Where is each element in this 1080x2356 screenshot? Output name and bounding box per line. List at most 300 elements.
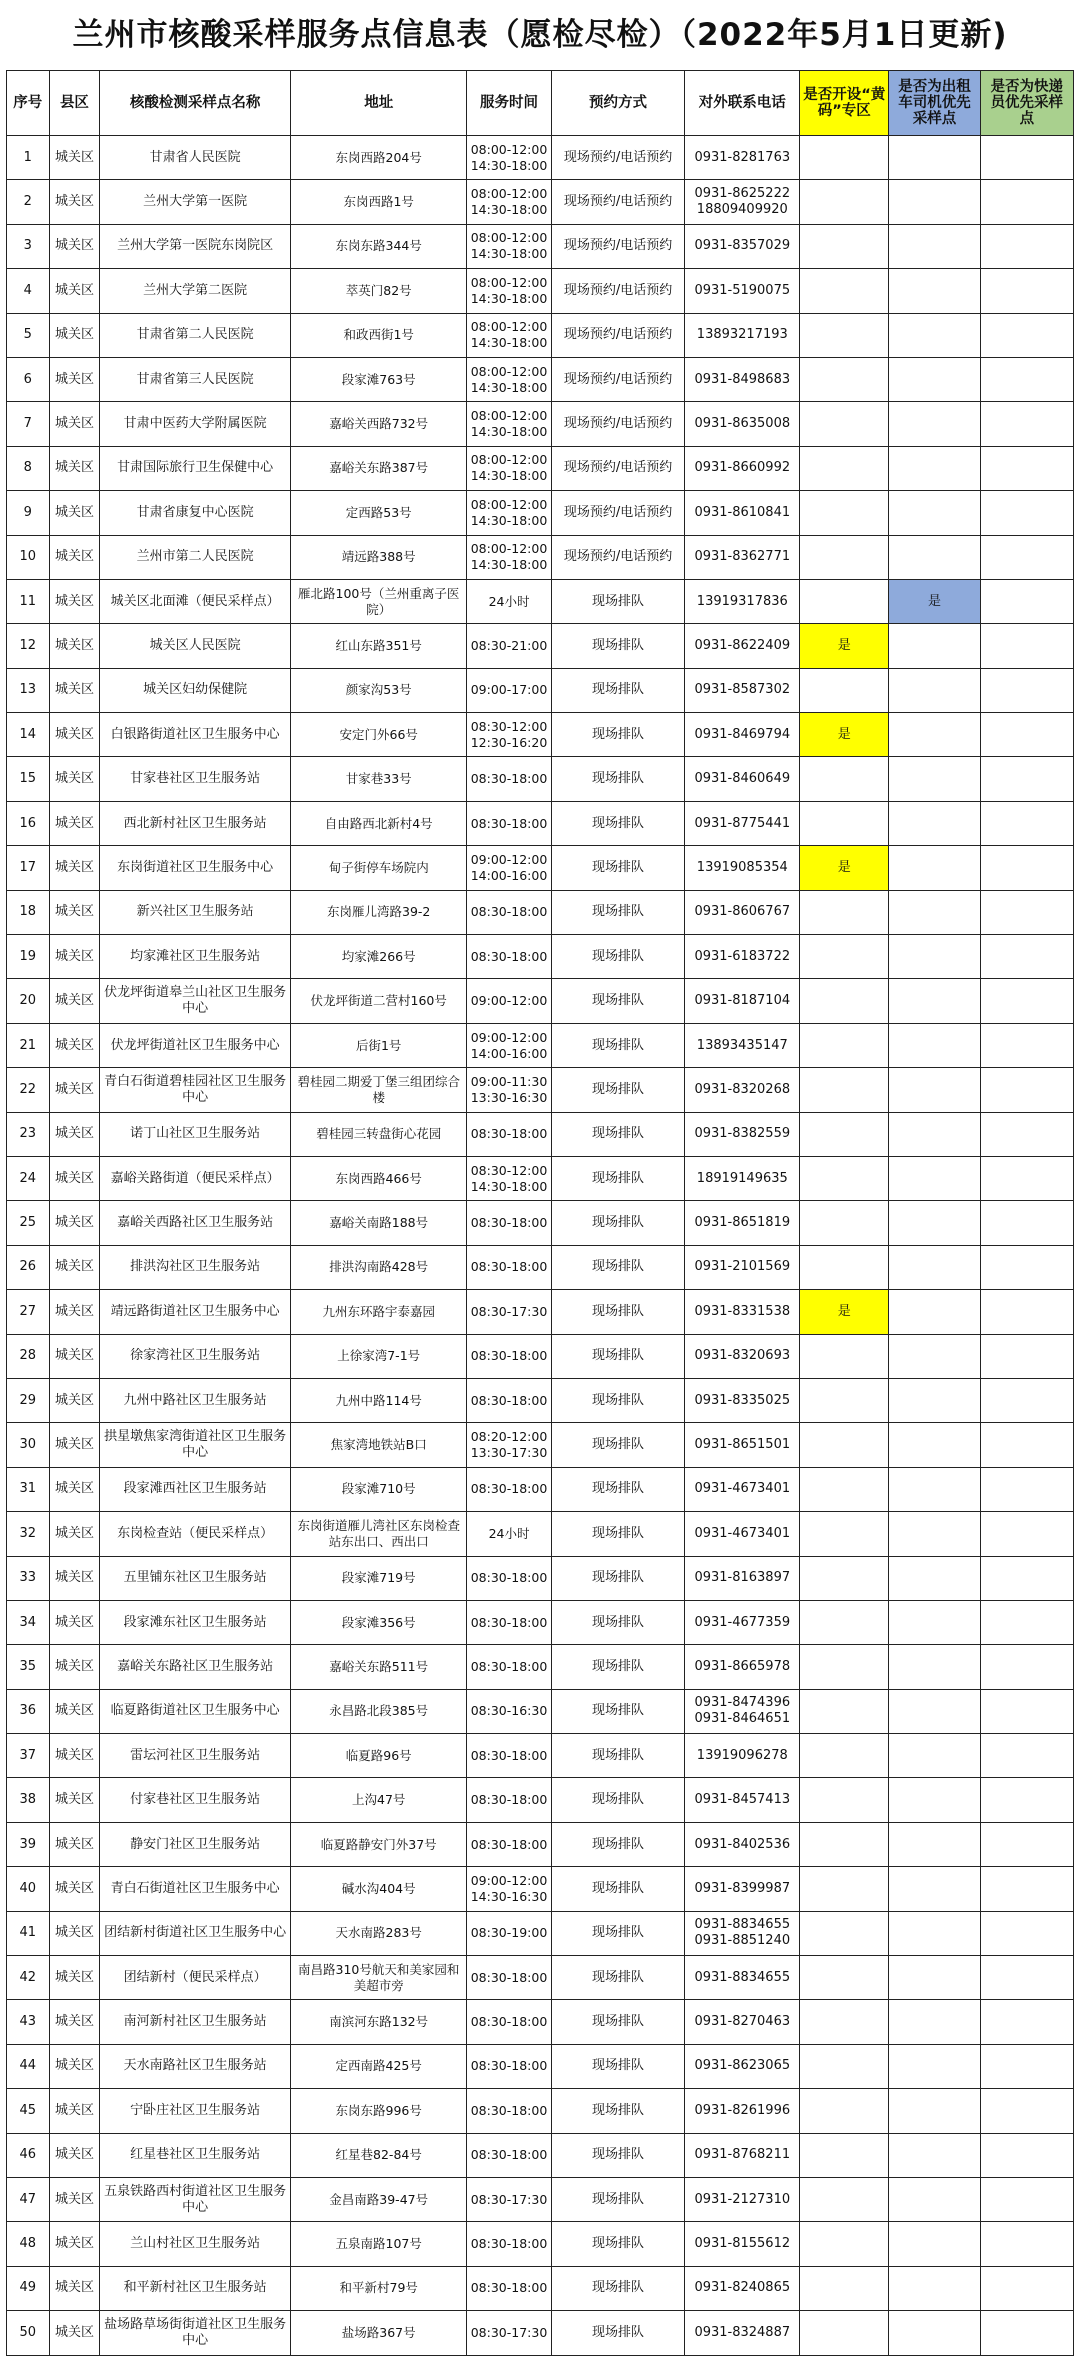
cell-phone: 0931-8320268	[685, 1068, 800, 1112]
cell-taxi-driver-priority	[889, 1334, 980, 1378]
cell-service-time: 08:30-18:00	[467, 2089, 551, 2133]
cell-district: 城关区	[49, 491, 100, 535]
cell-phone: 0931-8587302	[685, 668, 800, 712]
cell-courier-priority	[980, 1378, 1073, 1422]
cell-courier-priority	[980, 1778, 1073, 1822]
cell-yellow-code-zone	[800, 935, 889, 979]
table-row	[7, 1201, 1074, 1245]
table-row	[7, 2222, 1074, 2266]
cell-courier-priority	[980, 579, 1073, 623]
table-row	[7, 1645, 1074, 1689]
cell-phone: 0931-4677359	[685, 1600, 800, 1644]
table-row	[7, 1378, 1074, 1422]
table-row	[7, 1112, 1074, 1156]
cell-booking-method: 现场预约/电话预约	[551, 402, 685, 446]
cell-district: 城关区	[49, 1512, 100, 1556]
cell-address: 南昌路310号航天和美家园和美超市旁	[290, 1956, 466, 2000]
cell-booking-method: 现场排队	[551, 1911, 685, 1955]
cell-booking-method: 现场排队	[551, 1423, 685, 1467]
cell-booking-method: 现场排队	[551, 1956, 685, 2000]
cell-site-name: 诺丁山社区卫生服务站	[100, 1112, 291, 1156]
cell-site-name: 排洪沟社区卫生服务站	[100, 1245, 291, 1289]
cell-site-name: 临夏路街道社区卫生服务中心	[100, 1689, 291, 1733]
cell-taxi-driver-priority	[889, 313, 980, 357]
table-row	[7, 224, 1074, 268]
cell-booking-method: 现场预约/电话预约	[551, 180, 685, 224]
table-row	[7, 1512, 1074, 1556]
table-row	[7, 935, 1074, 979]
cell-index: 10	[7, 535, 50, 579]
cell-taxi-driver-priority	[889, 1378, 980, 1422]
table-row	[7, 1245, 1074, 1289]
cell-service-time: 08:30-19:00	[467, 1911, 551, 1955]
cell-booking-method: 现场排队	[551, 1023, 685, 1067]
cell-courier-priority	[980, 846, 1073, 890]
cell-booking-method: 现场排队	[551, 1290, 685, 1334]
cell-service-time: 08:00-12:00 14:30-18:00	[467, 491, 551, 535]
cell-courier-priority	[980, 1467, 1073, 1511]
cell-taxi-driver-priority	[889, 1245, 980, 1289]
cell-phone: 0931-8155612	[685, 2222, 800, 2266]
cell-taxi-driver-priority	[889, 2311, 980, 2355]
cell-district: 城关区	[49, 2089, 100, 2133]
cell-taxi-driver-priority	[889, 2177, 980, 2221]
cell-index: 3	[7, 224, 50, 268]
cell-service-time: 08:30-18:00	[467, 1467, 551, 1511]
cell-district: 城关区	[49, 402, 100, 446]
cell-yellow-code-zone	[800, 1156, 889, 1200]
cell-courier-priority	[980, 757, 1073, 801]
cell-district: 城关区	[49, 890, 100, 934]
cell-yellow-code-zone	[800, 2133, 889, 2177]
cell-courier-priority	[980, 2000, 1073, 2044]
cell-service-time: 08:30-18:00	[467, 1778, 551, 1822]
cell-site-name: 静安门社区卫生服务站	[100, 1822, 291, 1866]
cell-address: 嘉峪关东路387号	[290, 446, 466, 490]
cell-booking-method: 现场排队	[551, 1689, 685, 1733]
cell-phone: 0931-8606767	[685, 890, 800, 934]
cell-courier-priority	[980, 1911, 1073, 1955]
cell-taxi-driver-priority	[889, 846, 980, 890]
table-row	[7, 979, 1074, 1023]
cell-phone: 0931-4673401	[685, 1467, 800, 1511]
cell-site-name: 团结新村街道社区卫生服务中心	[100, 1911, 291, 1955]
cell-taxi-driver-priority	[889, 1156, 980, 1200]
cell-courier-priority	[980, 1023, 1073, 1067]
cell-index: 5	[7, 313, 50, 357]
cell-phone: 0931-8660992	[685, 446, 800, 490]
cell-yellow-code-zone	[800, 1068, 889, 1112]
cell-booking-method: 现场排队	[551, 2177, 685, 2221]
cell-site-name: 城关区北面滩（便民采样点）	[100, 579, 291, 623]
cell-courier-priority	[980, 1867, 1073, 1911]
cell-service-time: 08:30-18:00	[467, 1734, 551, 1778]
cell-taxi-driver-priority	[889, 180, 980, 224]
cell-booking-method: 现场排队	[551, 2311, 685, 2355]
table-row	[7, 1334, 1074, 1378]
cell-phone: 0931-4673401	[685, 1512, 800, 1556]
cell-taxi-driver-priority	[889, 1023, 980, 1067]
table-row	[7, 1734, 1074, 1778]
cell-booking-method: 现场预约/电话预约	[551, 136, 685, 180]
cell-phone: 0931-8651501	[685, 1423, 800, 1467]
cell-taxi-driver-priority	[889, 2266, 980, 2310]
cell-address: 段家滩763号	[290, 357, 466, 401]
cell-service-time: 09:00-12:00 14:00-16:00	[467, 846, 551, 890]
cell-taxi-driver-priority	[889, 2133, 980, 2177]
cell-booking-method: 现场排队	[551, 1467, 685, 1511]
cell-address: 永昌路北段385号	[290, 1689, 466, 1733]
cell-yellow-code-zone	[800, 2266, 889, 2310]
cell-district: 城关区	[49, 1911, 100, 1955]
cell-district: 城关区	[49, 2044, 100, 2088]
header-district: 县区	[49, 71, 100, 136]
cell-district: 城关区	[49, 1334, 100, 1378]
cell-taxi-driver-priority: 是	[889, 579, 980, 623]
cell-site-name: 西北新村社区卫生服务站	[100, 801, 291, 845]
cell-district: 城关区	[49, 1112, 100, 1156]
cell-service-time: 08:20-12:00 13:30-17:30	[467, 1423, 551, 1467]
cell-service-time: 08:00-12:00 14:30-18:00	[467, 446, 551, 490]
cell-service-time: 09:00-12:00	[467, 979, 551, 1023]
cell-address: 九州中路114号	[290, 1378, 466, 1422]
cell-courier-priority	[980, 1245, 1073, 1289]
cell-district: 城关区	[49, 1023, 100, 1067]
cell-yellow-code-zone: 是	[800, 1290, 889, 1334]
table-row	[7, 1423, 1074, 1467]
cell-phone: 0931-8665978	[685, 1645, 800, 1689]
cell-taxi-driver-priority	[889, 1201, 980, 1245]
cell-service-time: 08:30-18:00	[467, 1112, 551, 1156]
cell-phone: 0931-8625222 18809409920	[685, 180, 800, 224]
cell-taxi-driver-priority	[889, 1112, 980, 1156]
header-courier-priority: 是否为快递员优先采样点	[980, 71, 1073, 136]
cell-index: 17	[7, 846, 50, 890]
cell-phone: 0931-2101569	[685, 1245, 800, 1289]
cell-index: 46	[7, 2133, 50, 2177]
cell-address: 东岗雁儿湾路39-2	[290, 890, 466, 934]
cell-index: 6	[7, 357, 50, 401]
cell-district: 城关区	[49, 1600, 100, 1644]
cell-site-name: 甘肃省人民医院	[100, 136, 291, 180]
cell-yellow-code-zone: 是	[800, 713, 889, 757]
cell-courier-priority	[980, 1956, 1073, 2000]
cell-district: 城关区	[49, 1245, 100, 1289]
cell-address: 安定门外66号	[290, 713, 466, 757]
cell-yellow-code-zone	[800, 2044, 889, 2088]
cell-address: 碧桂园二期爱丁堡三组团综合楼	[290, 1068, 466, 1112]
cell-booking-method: 现场预约/电话预约	[551, 535, 685, 579]
cell-index: 11	[7, 579, 50, 623]
cell-booking-method: 现场排队	[551, 579, 685, 623]
cell-district: 城关区	[49, 624, 100, 668]
cell-taxi-driver-priority	[889, 1512, 980, 1556]
cell-address: 九州东环路宇泰嘉园	[290, 1290, 466, 1334]
cell-address: 段家滩719号	[290, 1556, 466, 1600]
cell-site-name: 团结新村（便民采样点）	[100, 1956, 291, 2000]
cell-booking-method: 现场排队	[551, 2000, 685, 2044]
cell-site-name: 兰州大学第一医院	[100, 180, 291, 224]
cell-address: 雁北路100号（兰州重离子医院）	[290, 579, 466, 623]
cell-courier-priority	[980, 668, 1073, 712]
cell-yellow-code-zone	[800, 491, 889, 535]
cell-booking-method: 现场排队	[551, 2266, 685, 2310]
cell-booking-method: 现场排队	[551, 1512, 685, 1556]
cell-address: 东岗西路1号	[290, 180, 466, 224]
table-row	[7, 2044, 1074, 2088]
cell-index: 31	[7, 1467, 50, 1511]
cell-district: 城关区	[49, 1689, 100, 1733]
cell-address: 排洪沟南路428号	[290, 1245, 466, 1289]
cell-site-name: 和平新村社区卫生服务站	[100, 2266, 291, 2310]
cell-index: 7	[7, 402, 50, 446]
cell-courier-priority	[980, 269, 1073, 313]
cell-service-time: 08:00-12:00 14:30-18:00	[467, 180, 551, 224]
cell-district: 城关区	[49, 313, 100, 357]
cell-address: 段家滩710号	[290, 1467, 466, 1511]
cell-courier-priority	[980, 1290, 1073, 1334]
cell-site-name: 段家滩东社区卫生服务站	[100, 1600, 291, 1644]
cell-booking-method: 现场预约/电话预约	[551, 269, 685, 313]
table-row	[7, 713, 1074, 757]
cell-service-time: 08:30-18:00	[467, 2222, 551, 2266]
cell-district: 城关区	[49, 1068, 100, 1112]
table-row	[7, 1556, 1074, 1600]
cell-phone: 0931-8331538	[685, 1290, 800, 1334]
cell-site-name: 城关区妇幼保健院	[100, 668, 291, 712]
table-row	[7, 2177, 1074, 2221]
cell-district: 城关区	[49, 1822, 100, 1866]
cell-site-name: 红星巷社区卫生服务站	[100, 2133, 291, 2177]
cell-taxi-driver-priority	[889, 357, 980, 401]
cell-district: 城关区	[49, 535, 100, 579]
cell-courier-priority	[980, 2089, 1073, 2133]
table-row	[7, 1156, 1074, 1200]
cell-site-name: 南河新村社区卫生服务站	[100, 2000, 291, 2044]
cell-index: 40	[7, 1867, 50, 1911]
cell-district: 城关区	[49, 1867, 100, 1911]
cell-index: 15	[7, 757, 50, 801]
cell-district: 城关区	[49, 136, 100, 180]
cell-booking-method: 现场排队	[551, 1156, 685, 1200]
cell-yellow-code-zone	[800, 2089, 889, 2133]
cell-courier-priority	[980, 801, 1073, 845]
cell-district: 城关区	[49, 2266, 100, 2310]
cell-district: 城关区	[49, 2000, 100, 2044]
cell-index: 16	[7, 801, 50, 845]
cell-address: 红星巷82-84号	[290, 2133, 466, 2177]
cell-index: 4	[7, 269, 50, 313]
cell-district: 城关区	[49, 801, 100, 845]
cell-taxi-driver-priority	[889, 1956, 980, 2000]
cell-service-time: 08:30-18:00	[467, 2000, 551, 2044]
cell-index: 35	[7, 1645, 50, 1689]
cell-courier-priority	[980, 624, 1073, 668]
cell-courier-priority	[980, 2311, 1073, 2355]
cell-service-time: 08:00-12:00 14:30-18:00	[467, 402, 551, 446]
cell-courier-priority	[980, 357, 1073, 401]
cell-phone: 0931-8324887	[685, 2311, 800, 2355]
cell-site-name: 甘肃国际旅行卫生保健中心	[100, 446, 291, 490]
cell-site-name: 东岗检查站（便民采样点）	[100, 1512, 291, 1556]
cell-address: 南滨河东路132号	[290, 2000, 466, 2044]
cell-district: 城关区	[49, 1734, 100, 1778]
cell-courier-priority	[980, 1334, 1073, 1378]
cell-phone: 0931-8357029	[685, 224, 800, 268]
cell-site-name: 白银路街道社区卫生服务中心	[100, 713, 291, 757]
cell-courier-priority	[980, 1423, 1073, 1467]
cell-phone: 0931-8402536	[685, 1822, 800, 1866]
cell-phone: 18919149635	[685, 1156, 800, 1200]
cell-service-time: 08:30-18:00	[467, 1822, 551, 1866]
cell-address: 东岗东路996号	[290, 2089, 466, 2133]
cell-address: 东岗街道雁儿湾社区东岗检查站东出口、西出口	[290, 1512, 466, 1556]
cell-site-name: 甘家巷社区卫生服务站	[100, 757, 291, 801]
cell-booking-method: 现场排队	[551, 1201, 685, 1245]
cell-site-name: 青白石街道社区卫生服务中心	[100, 1867, 291, 1911]
table-header-row	[7, 71, 1074, 136]
table-row	[7, 1290, 1074, 1334]
cell-yellow-code-zone	[800, 2311, 889, 2355]
cell-yellow-code-zone	[800, 1734, 889, 1778]
cell-index: 47	[7, 2177, 50, 2221]
cell-district: 城关区	[49, 2177, 100, 2221]
cell-address: 临夏路96号	[290, 1734, 466, 1778]
cell-courier-priority	[980, 2222, 1073, 2266]
cell-courier-priority	[980, 2266, 1073, 2310]
cell-site-name: 徐家湾社区卫生服务站	[100, 1334, 291, 1378]
table-row	[7, 136, 1074, 180]
cell-district: 城关区	[49, 2311, 100, 2355]
table-row	[7, 1956, 1074, 2000]
cell-site-name: 兰山村社区卫生服务站	[100, 2222, 291, 2266]
cell-phone: 0931-8261996	[685, 2089, 800, 2133]
cell-site-name: 伏龙坪街道皋兰山社区卫生服务中心	[100, 979, 291, 1023]
cell-courier-priority	[980, 713, 1073, 757]
cell-service-time: 08:30-18:00	[467, 1378, 551, 1422]
cell-site-name: 兰州大学第一医院东岗院区	[100, 224, 291, 268]
cell-site-name: 雷坛河社区卫生服务站	[100, 1734, 291, 1778]
table-row	[7, 313, 1074, 357]
cell-address: 嘉峪关南路188号	[290, 1201, 466, 1245]
cell-courier-priority	[980, 224, 1073, 268]
cell-yellow-code-zone	[800, 890, 889, 934]
cell-service-time: 24小时	[467, 579, 551, 623]
cell-index: 38	[7, 1778, 50, 1822]
cell-booking-method: 现场排队	[551, 2222, 685, 2266]
cell-phone: 0931-2127310	[685, 2177, 800, 2221]
cell-service-time: 08:30-16:30	[467, 1689, 551, 1733]
cell-yellow-code-zone	[800, 1556, 889, 1600]
cell-yellow-code-zone	[800, 801, 889, 845]
table-row	[7, 2089, 1074, 2133]
cell-address: 东岗东路344号	[290, 224, 466, 268]
cell-service-time: 08:00-12:00 14:30-18:00	[467, 269, 551, 313]
page-title: 兰州市核酸采样服务点信息表（愿检尽检）（2022年5月1日更新)	[72, 17, 1008, 53]
cell-phone: 0931-8382559	[685, 1112, 800, 1156]
cell-courier-priority	[980, 1645, 1073, 1689]
cell-address: 靖远路388号	[290, 535, 466, 579]
cell-phone: 13893435147	[685, 1023, 800, 1067]
cell-booking-method: 现场预约/电话预约	[551, 224, 685, 268]
cell-address: 和政西街1号	[290, 313, 466, 357]
table-row	[7, 1689, 1074, 1733]
cell-address: 上沟47号	[290, 1778, 466, 1822]
cell-phone: 0931-8474396 0931-8464651	[685, 1689, 800, 1733]
cell-yellow-code-zone	[800, 1867, 889, 1911]
cell-booking-method: 现场预约/电话预约	[551, 357, 685, 401]
cell-phone: 0931-8610841	[685, 491, 800, 535]
cell-yellow-code-zone: 是	[800, 846, 889, 890]
cell-booking-method: 现场排队	[551, 801, 685, 845]
cell-yellow-code-zone	[800, 313, 889, 357]
cell-booking-method: 现场排队	[551, 1334, 685, 1378]
cell-booking-method: 现场排队	[551, 890, 685, 934]
cell-booking-method: 现场排队	[551, 1867, 685, 1911]
cell-site-name: 城关区人民医院	[100, 624, 291, 668]
cell-district: 城关区	[49, 979, 100, 1023]
cell-index: 25	[7, 1201, 50, 1245]
cell-taxi-driver-priority	[889, 136, 980, 180]
header-site-name: 核酸检测采样点名称	[100, 71, 291, 136]
cell-site-name: 甘肃省第三人民医院	[100, 357, 291, 401]
cell-yellow-code-zone	[800, 1467, 889, 1511]
cell-index: 28	[7, 1334, 50, 1378]
cell-service-time: 08:30-12:00 14:30-18:00	[467, 1156, 551, 1200]
cell-address: 金昌南路39-47号	[290, 2177, 466, 2221]
cell-address: 自由路西北新村4号	[290, 801, 466, 845]
cell-index: 41	[7, 1911, 50, 1955]
cell-taxi-driver-priority	[889, 1645, 980, 1689]
cell-taxi-driver-priority	[889, 491, 980, 535]
cell-taxi-driver-priority	[889, 446, 980, 490]
cell-address: 碧桂园三转盘街心花园	[290, 1112, 466, 1156]
cell-service-time: 08:00-12:00 14:30-18:00	[467, 136, 551, 180]
cell-yellow-code-zone	[800, 1512, 889, 1556]
cell-booking-method: 现场排队	[551, 1734, 685, 1778]
cell-taxi-driver-priority	[889, 2044, 980, 2088]
table-row	[7, 1822, 1074, 1866]
cell-yellow-code-zone	[800, 269, 889, 313]
cell-yellow-code-zone	[800, 668, 889, 712]
cell-address: 上徐家湾7-1号	[290, 1334, 466, 1378]
cell-yellow-code-zone	[800, 357, 889, 401]
cell-site-name: 伏龙坪街道社区卫生服务中心	[100, 1023, 291, 1067]
cell-yellow-code-zone	[800, 180, 889, 224]
table-row	[7, 357, 1074, 401]
cell-yellow-code-zone	[800, 1245, 889, 1289]
cell-service-time: 09:00-12:00 14:30-16:30	[467, 1867, 551, 1911]
cell-taxi-driver-priority	[889, 402, 980, 446]
cell-index: 22	[7, 1068, 50, 1112]
cell-booking-method: 现场排队	[551, 624, 685, 668]
cell-booking-method: 现场排队	[551, 713, 685, 757]
cell-taxi-driver-priority	[889, 1600, 980, 1644]
cell-phone: 13893217193	[685, 313, 800, 357]
cell-site-name: 拱星墩焦家湾街道社区卫生服务中心	[100, 1423, 291, 1467]
cell-service-time: 08:30-17:30	[467, 1290, 551, 1334]
table-row	[7, 402, 1074, 446]
cell-service-time: 08:30-18:00	[467, 2133, 551, 2177]
table-row	[7, 446, 1074, 490]
cell-yellow-code-zone	[800, 1645, 889, 1689]
cell-phone: 0931-8651819	[685, 1201, 800, 1245]
cell-yellow-code-zone	[800, 757, 889, 801]
cell-taxi-driver-priority	[889, 2000, 980, 2044]
cell-courier-priority	[980, 1556, 1073, 1600]
cell-district: 城关区	[49, 357, 100, 401]
cell-address: 后街1号	[290, 1023, 466, 1067]
